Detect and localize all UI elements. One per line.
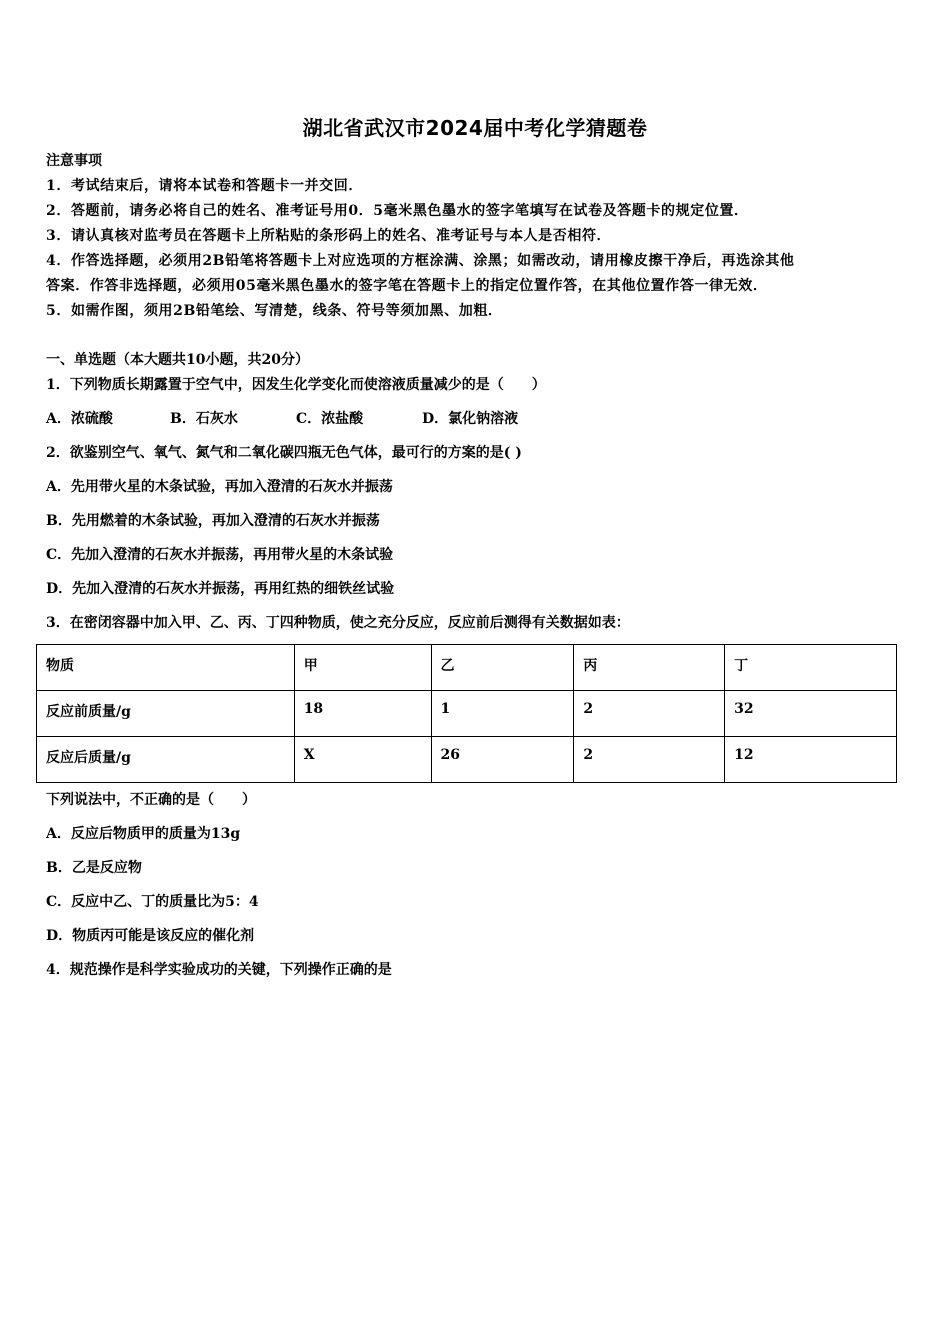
notice-heading: 注意事项 xyxy=(46,153,102,169)
question-3-stem: 3．在密闭容器中加入甲、乙、丙、丁四种物质，使之充分反应，反应前后测得有关数据如表： xyxy=(46,615,630,631)
question-2-option-b: B．先用燃着的木条试验，再加入澄清的石灰水并振荡 xyxy=(46,513,380,529)
data-table xyxy=(36,644,897,783)
option-d: D．氯化钠溶液 xyxy=(422,411,519,427)
question-3-option-c: C．反应中乙、丁的质量比为5：4 xyxy=(46,894,259,910)
option-a: A．浓硫酸 xyxy=(46,411,113,427)
question-3-option-d: D．物质丙可能是该反应的催化剂 xyxy=(46,928,255,944)
table-row xyxy=(37,737,897,783)
option-b: B．石灰水 xyxy=(170,411,238,427)
table-cell: 18 xyxy=(294,691,431,737)
question-4-stem: 4．规范操作是科学实验成功的关键，下列操作正确的是 xyxy=(46,962,392,978)
notice-item: 5．如需作图，须用2B铅笔绘、写清楚，线条、符号等须加黑、加粗． xyxy=(46,303,503,319)
question-2-stem: 2．欲鉴别空气、氧气、氮气和二氧化碳四瓶无色气体，最可行的方案的是( ) xyxy=(46,445,522,461)
question-2-option-d: D．先加入澄清的石灰水并振荡，再用红热的细铁丝试验 xyxy=(46,581,395,597)
table-cell: 26 xyxy=(431,737,574,783)
table-cell: 丙 xyxy=(574,645,725,691)
table-cell: 2 xyxy=(574,691,725,737)
question-3-option-b: B．乙是反应物 xyxy=(46,860,142,876)
table-cell: 2 xyxy=(574,737,725,783)
table-cell: 32 xyxy=(725,691,897,737)
question-3-prompt: 下列说法中，不正确的是（ ） xyxy=(46,792,256,808)
table-cell: 物质 xyxy=(37,645,295,691)
table-cell: 1 xyxy=(431,691,574,737)
table-cell: 反应前质量/g xyxy=(37,691,295,737)
table-cell: 乙 xyxy=(431,645,574,691)
table-cell: 丁 xyxy=(725,645,897,691)
table-header-row xyxy=(37,645,897,691)
notice-item: 4．作答选择题，必须用2B铅笔将答题卡上对应选项的方框涂满、涂黑；如需改动，请用橡皮擦干净后，再选涂其他 xyxy=(46,253,795,269)
question-3-option-a: A．反应后物质甲的质量为13g xyxy=(46,826,241,842)
section-heading: 一、单选题（本大题共10小题，共20分） xyxy=(46,352,309,368)
table-row xyxy=(37,691,897,737)
question-2-option-a: A．先用带火星的木条试验，再加入澄清的石灰水并振荡 xyxy=(46,479,393,495)
notice-item: 1．考试结束后，请将本试卷和答题卡一并交回． xyxy=(46,178,363,194)
table-cell: 12 xyxy=(725,737,897,783)
table-cell: 反应后质量/g xyxy=(37,737,295,783)
notice-item: 2．答题前，请务必将自己的姓名、准考证号用0．5毫米黑色墨水的签字笔填写在试卷及答题卡的规定位置． xyxy=(46,203,749,219)
table-cell: X xyxy=(294,737,431,783)
question-2-option-c: C．先加入澄清的石灰水并振荡，再用带火星的木条试验 xyxy=(46,547,394,563)
page-title: 湖北省武汉市2024届中考化学猜题卷 xyxy=(302,116,648,140)
question-1-stem: 1．下列物质长期露置于空气中，因发生化学变化而使溶液质量减少的是（ ） xyxy=(46,377,546,393)
notice-item: 3．请认真核对监考员在答题卡上所粘贴的条形码上的姓名、准考证号与本人是否相符． xyxy=(46,228,612,244)
question-1-options xyxy=(46,409,518,429)
option-c: C．浓盐酸 xyxy=(296,411,364,427)
notice-item: 答案．作答非选择题，必须用05毫米黑色墨水的签字笔在答题卡上的指定位置作答，在其他位置作答一律无效． xyxy=(46,278,768,294)
table-cell: 甲 xyxy=(294,645,431,691)
